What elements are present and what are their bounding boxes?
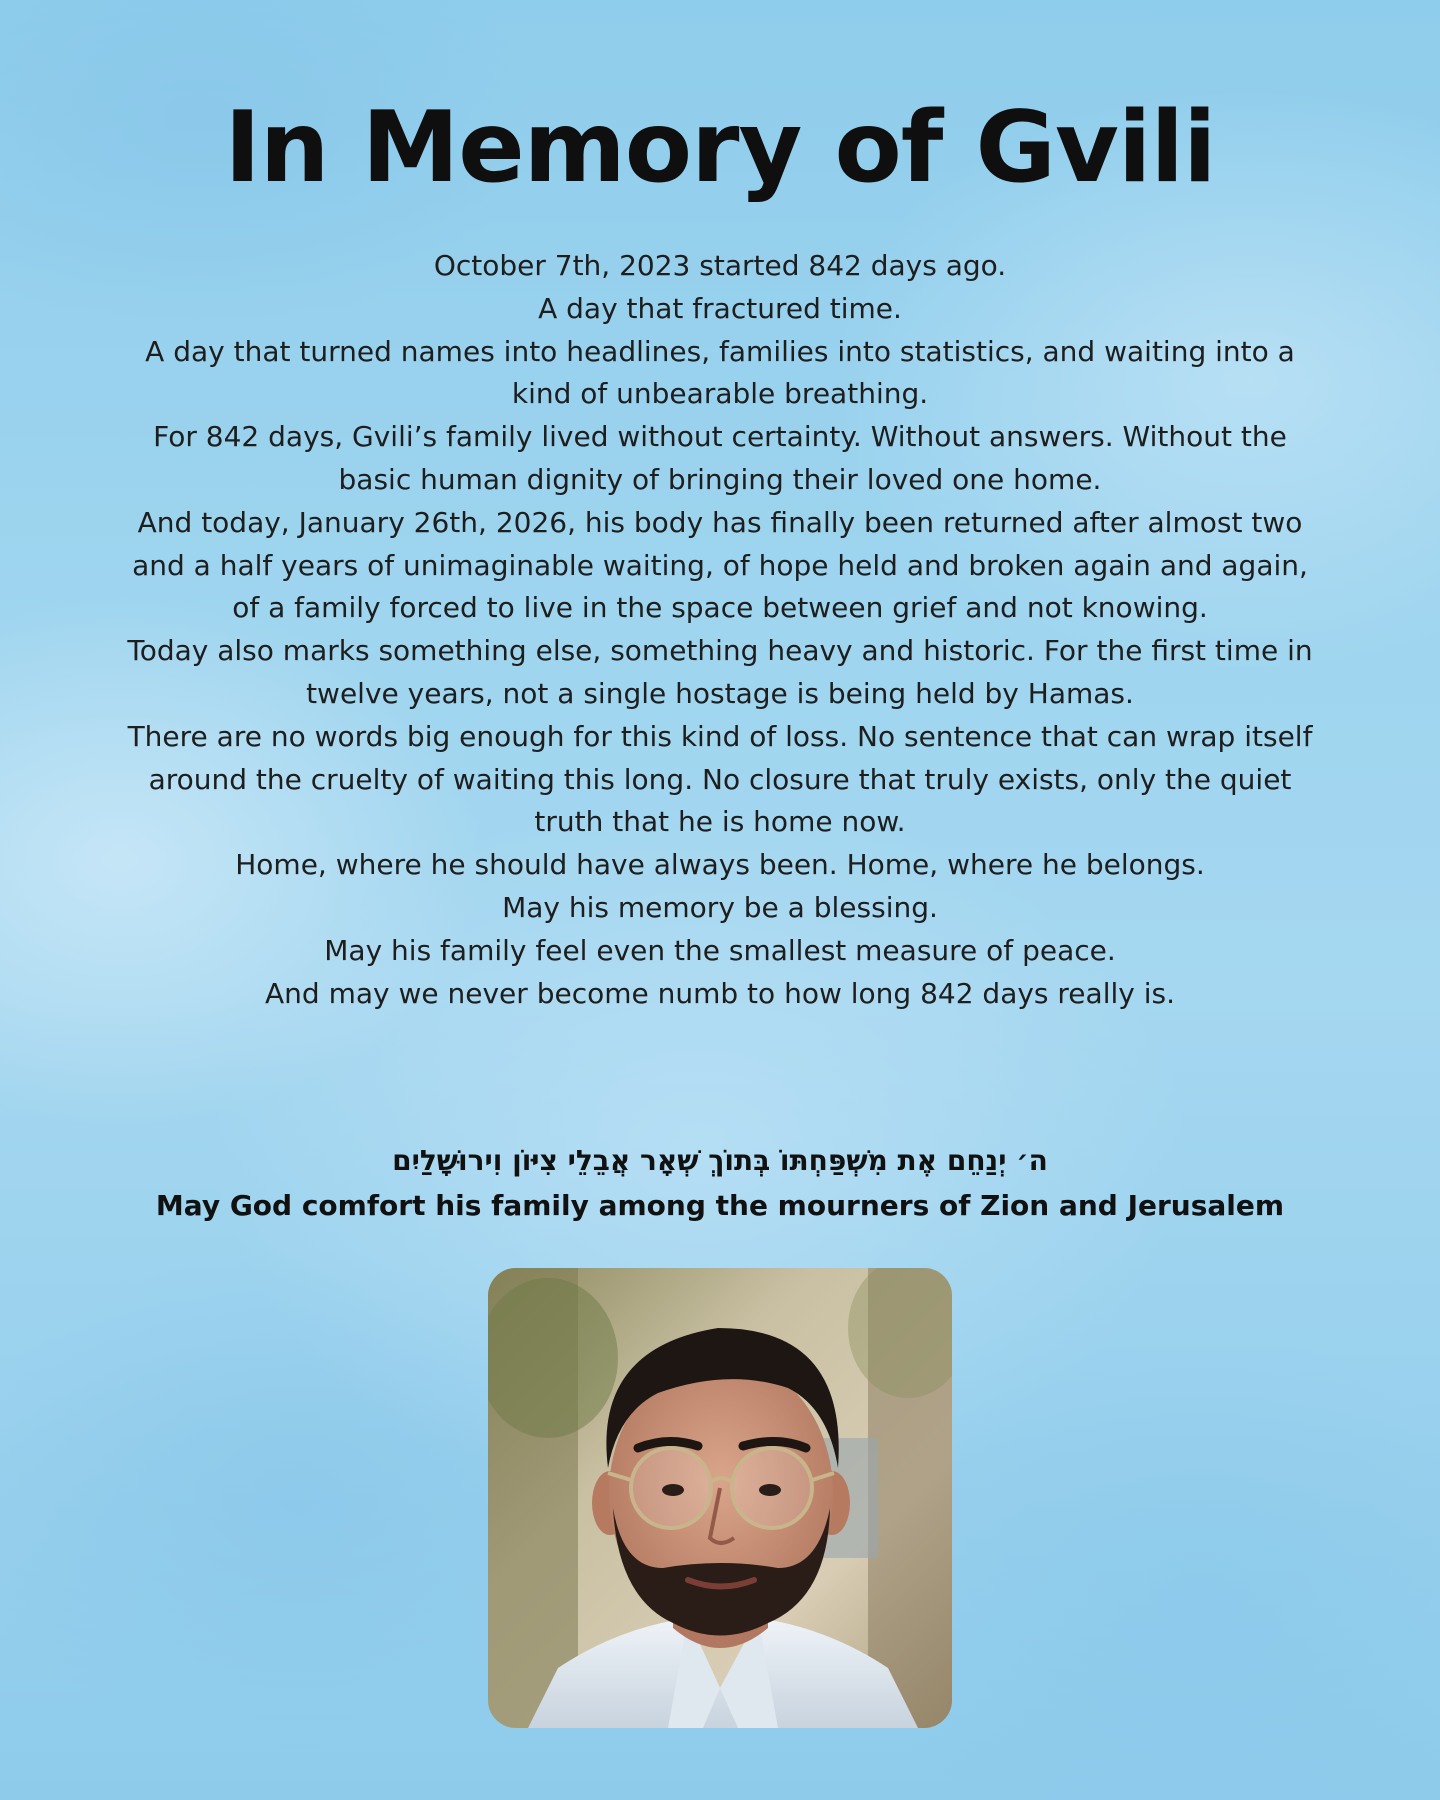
portrait-photo-icon (488, 1268, 952, 1728)
portrait-photo (488, 1268, 952, 1728)
paragraph: Home, where he should have always been. Home, where he belongs. (235, 848, 1205, 882)
paragraph: And may we never become numb to how long 842 days really is. (265, 976, 1175, 1010)
paragraph: Today also marks something else, something heavy and historic. For the first time in twelve years, not a single hostage is being held by Hamas. (127, 634, 1313, 710)
paragraph: May his family feel even the smallest measure of peace. (324, 933, 1116, 967)
paragraph: And today, January 26th, 2026, his body has finally been returned after almost two and a half years of unimaginable waiting, of hope held and broken again and again, of a family forced to live in the space between grief and not knowing. (132, 505, 1308, 625)
paragraph: There are no words big enough for this kind of loss. No sentence that can wrap itself around the cruelty of waiting this long. No closure that truly exists, only the quiet truth that he is home now. (127, 719, 1313, 839)
paragraph: For 842 days, Gvili’s family lived without certainty. Without answers. Without the basic human dignity of bringing their loved one home. (153, 420, 1287, 496)
paragraph: A day that fractured time. (538, 291, 902, 325)
memorial-text (120, 245, 1320, 1015)
paragraph: A day that turned names into headlines, families into statistics, and waiting into a kind of unbearable breathing. (145, 334, 1295, 411)
paragraph: May his memory be a blessing. (502, 890, 938, 924)
blessing-translation: May God comfort his family among the mourners of Zion and Jerusalem (155, 1189, 1285, 1222)
hebrew-blessing: ה׳ יְנַחֵם אֶת מִשְׁפַּחְתּוֹ בְּתוֹךְ שְׁאָר אֲבֵלֵי צִיּוֹן וִירוּשָׁלַיִם (392, 1144, 1048, 1177)
page-title: In Memory of Gvili (224, 91, 1216, 205)
paragraph: October 7th, 2023 started 842 days ago. (433, 249, 1007, 282)
